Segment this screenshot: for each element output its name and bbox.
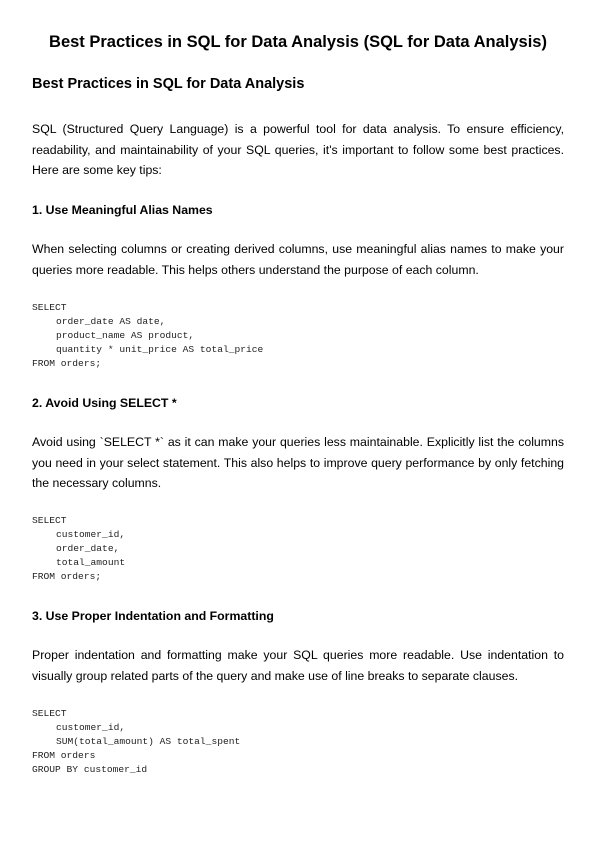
code-line: order_date, — [56, 543, 120, 554]
code-line: product_name AS product, — [56, 330, 195, 341]
intro-paragraph: SQL (Structured Query Language) is a powerful tool for data analysis. To ensure efficiency, readability, and maintainability of your SQL queries, it's important to follow some best practices. Here are some key tips: — [32, 122, 564, 177]
section-2-heading: 2. Avoid Using SELECT * — [32, 396, 177, 410]
section-3-heading: 3. Use Proper Indentation and Formatting — [32, 609, 274, 623]
code-line: SELECT — [32, 515, 67, 526]
code-line: SUM(total_amount) AS total_spent — [56, 736, 241, 747]
section-1-text: When selecting columns or creating derived columns, use meaningful alias names to make your queries more readable. This helps others understand the purpose of each column. — [32, 242, 564, 277]
section-3-code-block — [32, 707, 564, 777]
section-1-code-block — [32, 301, 564, 371]
code-line: GROUP BY customer_id — [32, 764, 148, 775]
section-2-text: Avoid using `SELECT *` as it can make your queries less maintainable. Explicitly list the columns you need in your select statement. This also helps to improve query performance by only fetching the necessary columns. — [32, 435, 564, 490]
section-1-heading: 1. Use Meaningful Alias Names — [32, 203, 213, 217]
main-heading: Best Practices in SQL for Data Analysis — [32, 76, 305, 92]
code-line: customer_id, — [56, 722, 126, 733]
code-line: customer_id, — [56, 529, 126, 540]
document-title: Best Practices in SQL for Data Analysis (SQL for Data Analysis) — [49, 33, 547, 51]
code-line: quantity * unit_price AS total_price — [56, 344, 264, 355]
code-line: FROM orders; — [32, 571, 102, 582]
code-line: SELECT — [32, 302, 67, 313]
code-line: order_date AS date, — [56, 316, 166, 327]
code-line: FROM orders; — [32, 358, 102, 369]
code-line: total_amount — [56, 557, 126, 568]
code-line: SELECT — [32, 708, 67, 719]
section-2-code-block — [32, 514, 564, 584]
code-line: FROM orders — [32, 750, 96, 761]
section-3-text: Proper indentation and formatting make your SQL queries more readable. Use indentation to visually group related parts of the query and make use of line breaks to separate clauses. — [32, 648, 564, 683]
